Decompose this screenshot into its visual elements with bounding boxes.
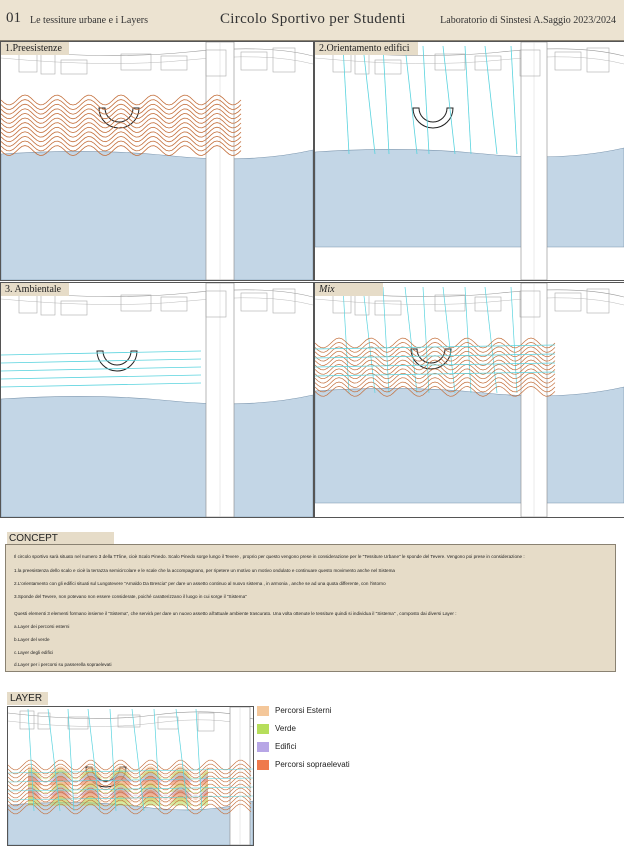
legend-label: Percorsi Esterni [275,706,332,715]
concept-line: b.Layer del verde [14,637,50,642]
panel-preesistenze [0,41,314,281]
concept-line: 3.Sponde del Tevere, non potevano non essere considerate, poiché caratterizzano il luogo in cui sorge il "Sistema" [14,594,247,599]
concept-text-box [5,544,616,672]
orientation-line [485,46,497,154]
building-outline [475,297,501,311]
building-outline [61,301,87,315]
orientation-line [383,46,389,154]
building-outline [435,54,465,70]
orientation-line [383,287,389,393]
map-orientamento [315,42,624,280]
orientation-line [443,287,455,393]
building-outline [435,295,465,311]
river-shape [315,148,624,247]
panel-label: 2.Orientamento edifici [315,42,418,55]
river-shape [315,387,624,503]
road-line [1,57,313,64]
legend-swatch [257,760,269,770]
legend-swatch [257,742,269,752]
lab-credit: Laboratorio di Sinstesi A.Saggio 2023/2024 [440,15,616,26]
building-outline [61,60,87,74]
legend-label: Percorsi sopraelevati [275,760,350,769]
building-outline [375,301,401,315]
building-outline [161,297,187,311]
sheet-number: 01 [6,10,21,26]
building-outline [555,52,581,70]
wave-line [8,760,251,770]
concept-line: d.Layer per i percorsi su passerella sopraelevati [14,662,112,667]
building-outline [475,56,501,70]
page-title: Circolo Sportivo per Studenti [220,11,406,27]
road-line [315,298,624,305]
orientation-line [405,46,417,154]
concept-line: Il circolo sportivo sarà situato nel numero 3 della TTline, cioè Scalo Pinedo. Scalo Pinedo sorge lungo il Tevere , proprio per questo vengono prese in considerazione per le "Tessiture Urbane" le sponde del Tevere. Vengono poi prese in considerazione : [14,554,525,559]
semicircular-terrace [413,108,453,128]
concept-line: a.Layer dei percorsi esterni [14,624,70,629]
legend-swatch [257,706,269,716]
legend-label: Edifici [275,742,297,751]
map-layer [8,707,253,845]
page-header [0,0,624,41]
bank-line [1,383,201,387]
map-preesistenze [1,42,313,280]
legend-label: Verde [275,724,296,733]
orientation-line [465,287,471,393]
building-outline [375,60,401,74]
panel-label: Mix [315,283,383,296]
concept-line: c.Layer degli edifici [14,650,54,655]
road-line [8,720,253,727]
map-mix [315,283,624,517]
building-outline [121,295,151,311]
bank-line [1,375,201,379]
map-ambientale [1,283,313,517]
legend-swatch [257,724,269,734]
orientation-line [511,46,517,154]
panel-mix [314,282,624,518]
concept-line: Questi elementi 3 elementi formano insieme il "Sistema", che servirà per dare un nuovo assetto all'attuale ambiente trascurato. Una volta ottenute le tessiture quindi si individua il "Sistema" , composto dai diversi Layer : [14,611,457,616]
building-outline [555,293,581,311]
orientation-line [423,46,429,154]
panel-ambientale [0,282,314,518]
layer-title: LAYER [7,692,48,705]
panel-layer [7,706,254,846]
orientation-line [343,46,349,154]
building-outline [20,711,34,729]
orientation-line [511,287,517,393]
river-shape [1,150,313,280]
building-outline [161,56,187,70]
sheet-subtitle: Le tessiture urbane e i Layers [30,15,149,26]
road-line [315,57,624,64]
bank-line [315,345,555,349]
panel-label: 3. Ambientale [1,283,69,296]
semicircular-terrace [99,108,139,128]
panel-orientamento [314,41,624,281]
building-outline [198,713,214,731]
building-outline [158,717,178,729]
concept-line: 2.L'orientamento con gli edifici situati sul Lungotevere "Arnaldo Da Brescia" per dare un assetto continuo al nuovo sistema , in armonia , anche se ad una quota differente, con l'intorno [14,581,386,586]
bank-line [1,367,201,371]
building-outline [68,717,88,729]
panel-label: 1.Preesistenze [1,42,69,55]
building-outline [38,713,50,729]
river-shape [1,395,313,517]
building-outline [241,52,267,70]
concept-line: 1.la preesistenza dello scalo e cioè la terrazza semicircolare e le scale che la accompagnano, per ripetere un motivo un motivo ondulato e continuare questo movimento anche nel Sistema [14,568,395,573]
concept-title: CONCEPT [7,532,114,545]
road-line [1,298,313,305]
building-outline [241,293,267,311]
orientation-line [443,46,455,154]
bank-line [315,354,555,358]
building-outline [121,54,151,70]
